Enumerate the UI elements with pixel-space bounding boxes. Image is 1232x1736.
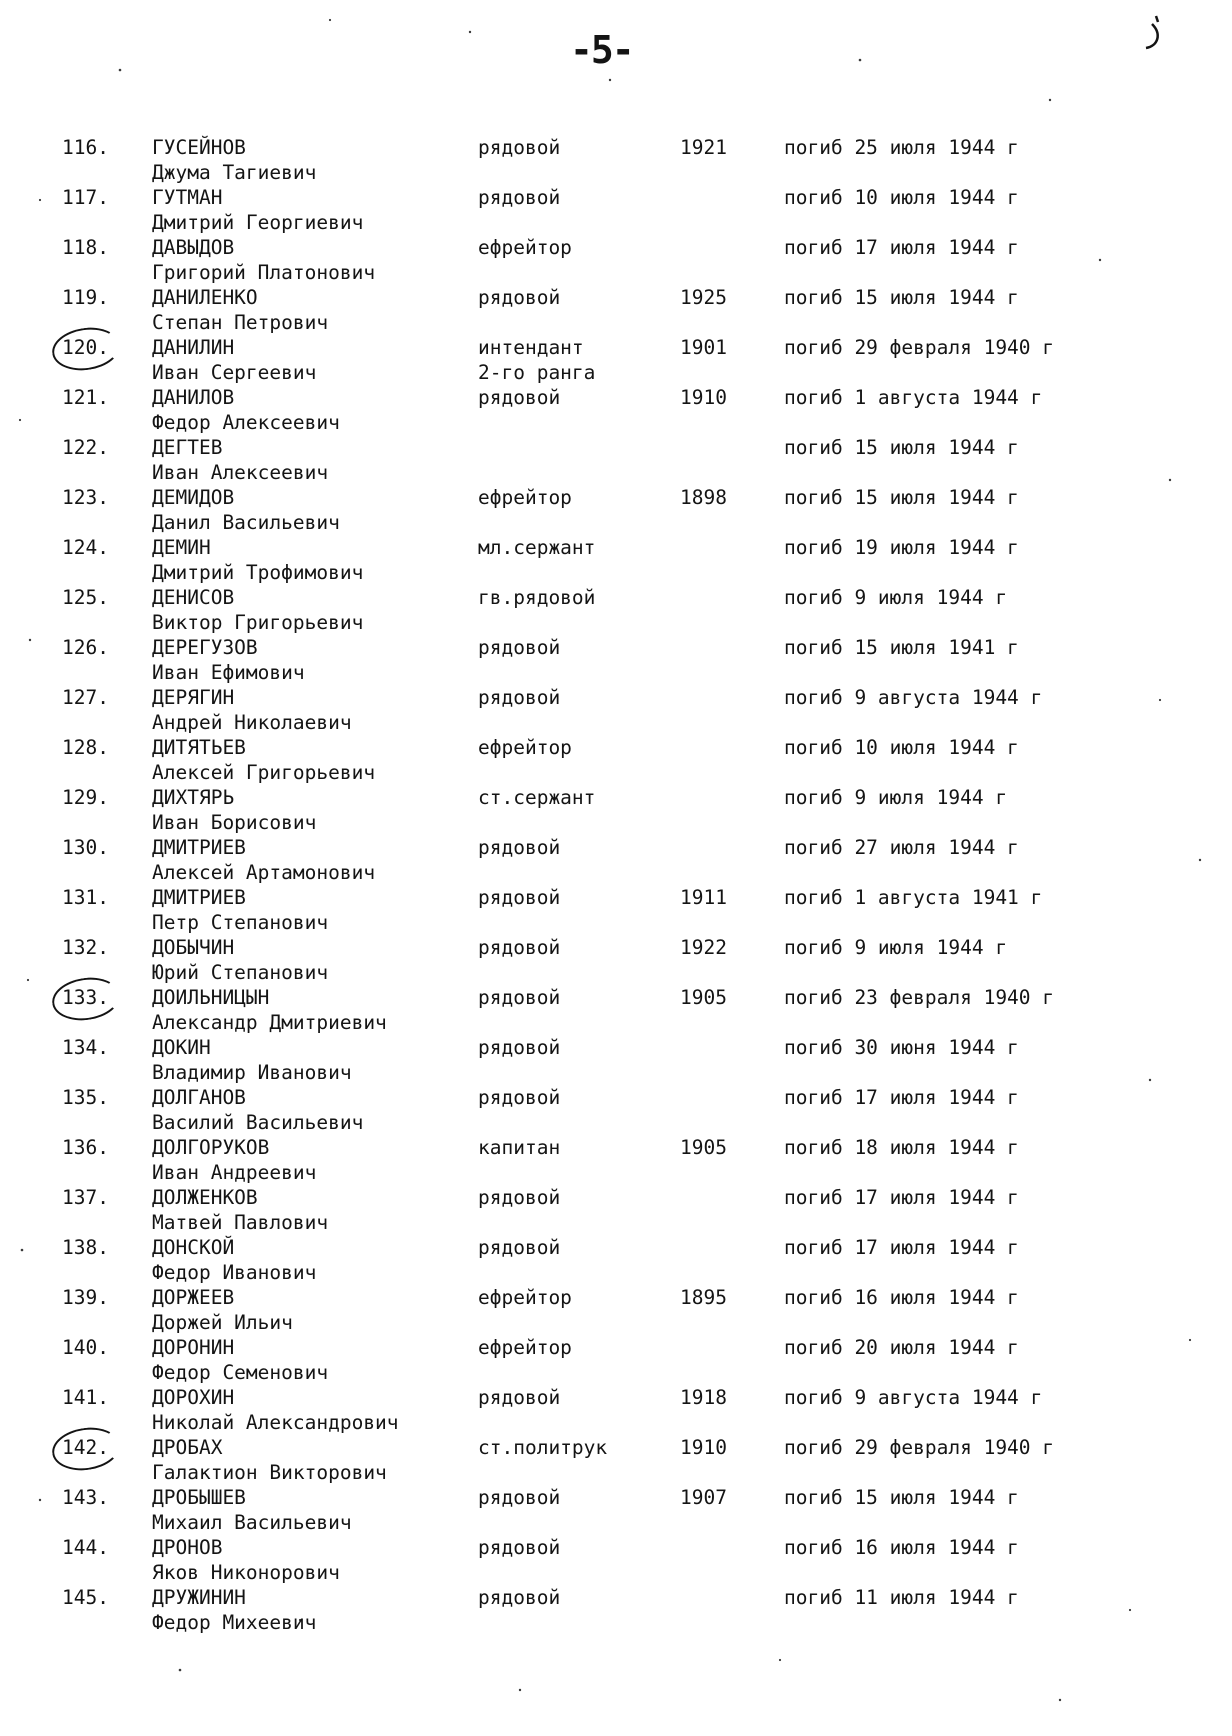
entry-surname: ГУСЕЙНОВ [152,136,246,159]
entry-birth-year: 1910 [680,1436,727,1459]
entry-fate: погиб 27 июля 1944 г [784,836,1019,859]
entry-number: 132. [62,936,109,959]
entry-birth-year: 1907 [680,1486,727,1509]
entry-surname: ДОРОНИН [152,1336,235,1359]
list-item [0,685,1232,735]
entry-surname: ДИТЯТЬЕВ [152,736,246,759]
entry-fate: погиб 23 февраля 1940 г [784,986,1055,1009]
entry-rank: рядовой [478,1536,561,1559]
entry-surname: ДАНИЛИН [152,336,235,359]
entry-rank: рядовой [478,1036,561,1059]
entry-surname: ДОРОХИН [152,1386,235,1409]
entry-fate: погиб 15 июля 1944 г [784,486,1019,509]
entry-given-name: Андрей Николаевич [152,711,352,734]
entry-fate: погиб 16 июля 1944 г [784,1286,1019,1309]
list-item [0,135,1232,185]
entry-fate: погиб 17 июля 1944 г [784,236,1019,259]
list-item [0,935,1232,985]
entry-number: 135. [62,1086,109,1109]
list-item [0,235,1232,285]
entry-number: 143. [62,1486,109,1509]
entry-birth-year: 1901 [680,336,727,359]
entry-rank: ефрейтор [478,1336,572,1359]
entry-number: 142. [62,1436,109,1459]
entry-given-name: Василий Васильевич [152,1111,364,1134]
entry-rank: рядовой [478,636,561,659]
entry-birth-year: 1921 [680,136,727,159]
entry-given-name: Григорий Платонович [152,261,376,284]
entry-number: 129. [62,786,109,809]
entry-given-name: Дмитрий Трофимович [152,561,364,584]
entry-rank: гв.рядовой [478,586,596,609]
entry-rank: рядовой [478,286,561,309]
entry-number: 131. [62,886,109,909]
entry-birth-year: 1911 [680,886,727,909]
entry-surname: ДРОНОВ [152,1536,223,1559]
entry-rank: рядовой [478,1486,561,1509]
list-item [0,1435,1232,1485]
entry-rank: рядовой [478,686,561,709]
entry-number: 125. [62,586,109,609]
list-item [0,1485,1232,1535]
entry-surname: ДЕГТЕВ [152,436,223,459]
entry-given-name: Данил Васильевич [152,511,340,534]
list-item [0,735,1232,785]
entry-fate: погиб 25 июля 1944 г [784,136,1019,159]
entry-fate: погиб 10 июля 1944 г [784,736,1019,759]
entry-given-name: Степан Петрович [152,311,329,334]
entry-fate: погиб 10 июля 1944 г [784,186,1019,209]
entry-birth-year: 1925 [680,286,727,309]
entry-given-name: Матвей Павлович [152,1211,329,1234]
entry-given-name: Владимир Иванович [152,1061,352,1084]
entry-surname: ДОЛГАНОВ [152,1086,246,1109]
entry-fate: погиб 17 июля 1944 г [784,1236,1019,1259]
entry-rank: рядовой [478,386,561,409]
list-item [0,1285,1232,1335]
list-item [0,485,1232,535]
entry-fate: погиб 29 февраля 1940 г [784,336,1055,359]
entry-rank: интендант [478,336,584,359]
entry-surname: ДАНИЛОВ [152,386,235,409]
entry-rank: рядовой [478,936,561,959]
entry-given-name: Галактион Викторович [152,1461,387,1484]
entry-given-name: Иван Борисович [152,811,317,834]
entry-fate: погиб 29 февраля 1940 г [784,1436,1055,1459]
entry-fate: погиб 11 июля 1944 г [784,1586,1019,1609]
list-item [0,985,1232,1035]
entry-number: 136. [62,1136,109,1159]
entry-given-name: Алексей Артамонович [152,861,376,884]
list-item [0,385,1232,435]
entry-number: 127. [62,686,109,709]
list-item [0,285,1232,335]
list-item [0,1385,1232,1435]
entry-fate: погиб 17 июля 1944 г [784,1086,1019,1109]
entry-number: 130. [62,836,109,859]
entry-rank: мл.сержант [478,536,596,559]
entry-given-name: Петр Степанович [152,911,329,934]
list-item [0,835,1232,885]
list-item [0,1585,1232,1635]
entry-fate: погиб 20 июля 1944 г [784,1336,1019,1359]
entry-surname: ДИХТЯРЬ [152,786,235,809]
entry-given-name: Иван Андреевич [152,1161,317,1184]
entry-birth-year: 1905 [680,986,727,1009]
entry-surname: ДРОБАХ [152,1436,223,1459]
entry-rank: рядовой [478,886,561,909]
entry-number: 124. [62,536,109,559]
entry-number: 134. [62,1036,109,1059]
entry-fate: погиб 17 июля 1944 г [784,1186,1019,1209]
page-number: -5- [570,28,633,72]
entry-fate: погиб 19 июля 1944 г [784,536,1019,559]
entry-number: 141. [62,1386,109,1409]
entry-fate: погиб 15 июля 1944 г [784,1486,1019,1509]
entry-rank: рядовой [478,136,561,159]
entry-rank: ефрейтор [478,486,572,509]
entry-given-name: Николай Александрович [152,1411,399,1434]
entry-surname: ДМИТРИЕВ [152,836,246,859]
entry-rank: рядовой [478,186,561,209]
entry-given-name: Федор Алексеевич [152,411,340,434]
list-item [0,1335,1232,1385]
entry-given-name: Иван Алексеевич [152,461,329,484]
entry-rank: рядовой [478,1386,561,1409]
entry-number: 128. [62,736,109,759]
entry-fate: погиб 16 июля 1944 г [784,1536,1019,1559]
entry-given-name: Михаил Васильевич [152,1511,352,1534]
list-item [0,1235,1232,1285]
entry-fate: погиб 15 июля 1941 г [784,636,1019,659]
entry-surname: ДОБЫЧИН [152,936,235,959]
entry-rank: ст.сержант [478,786,596,809]
entry-given-name: Виктор Григорьевич [152,611,364,634]
entry-given-name: Александр Дмитриевич [152,1011,387,1034]
list-item [0,1085,1232,1135]
list-item [0,335,1232,385]
entry-given-name: Федор Семенович [152,1361,329,1384]
entry-given-name: Иван Ефимович [152,661,305,684]
entry-rank: рядовой [478,836,561,859]
entry-rank: рядовой [478,1586,561,1609]
entry-given-name: Яков Никонорович [152,1561,340,1584]
entry-surname: ДРУЖИНИН [152,1586,246,1609]
roster-list [0,135,1232,1635]
entry-surname: ДАНИЛЕНКО [152,286,258,309]
list-item [0,585,1232,635]
entry-number: 133. [62,986,109,1009]
entry-rank: рядовой [478,1086,561,1109]
entry-fate: погиб 1 августа 1941 г [784,886,1043,909]
entry-surname: ДОНСКОЙ [152,1236,235,1259]
entry-number: 140. [62,1336,109,1359]
entry-fate: погиб 9 июля 1944 г [784,936,1008,959]
entry-surname: ДРОБЫШЕВ [152,1486,246,1509]
entry-surname: ДОКИН [152,1036,211,1059]
entry-surname: ДОЛГОРУКОВ [152,1136,270,1159]
list-item [0,785,1232,835]
entry-birth-year: 1918 [680,1386,727,1409]
entry-surname: ДОРЖЕЕВ [152,1286,235,1309]
list-item [0,535,1232,585]
entry-number: 120. [62,336,109,359]
entry-number: 145. [62,1586,109,1609]
list-item [0,185,1232,235]
entry-rank: капитан [478,1136,561,1159]
entry-number: 118. [62,236,109,259]
list-item [0,635,1232,685]
list-item [0,435,1232,485]
entry-fate: погиб 9 августа 1944 г [784,1386,1043,1409]
entry-number: 139. [62,1286,109,1309]
entry-given-name: Алексей Григорьевич [152,761,376,784]
entry-birth-year: 1905 [680,1136,727,1159]
entry-given-name: Дмитрий Георгиевич [152,211,364,234]
entry-fate: погиб 30 июня 1944 г [784,1036,1019,1059]
entry-given-name: Джума Тагиевич [152,161,317,184]
entry-given-name: Иван Сергеевич [152,361,317,384]
entry-number: 144. [62,1536,109,1559]
entry-rank: ефрейтор [478,236,572,259]
entry-rank: ефрейтор [478,736,572,759]
entry-number: 122. [62,436,109,459]
entry-rank: ст.политрук [478,1436,608,1459]
list-item [0,1135,1232,1185]
entry-fate: погиб 15 июля 1944 г [784,436,1019,459]
entry-number: 123. [62,486,109,509]
entry-surname: ДОЛЖЕНКОВ [152,1186,258,1209]
entry-rank: рядовой [478,1186,561,1209]
entry-rank: ефрейтор [478,1286,572,1309]
entry-given-name: Юрий Степанович [152,961,329,984]
entry-rank: рядовой [478,986,561,1009]
entry-surname: ДЕНИСОВ [152,586,235,609]
entry-fate: погиб 9 июля 1944 г [784,786,1008,809]
entry-surname: ДАВЫДОВ [152,236,235,259]
entry-birth-year: 1898 [680,486,727,509]
entry-birth-year: 1895 [680,1286,727,1309]
entry-fate: погиб 9 августа 1944 г [784,686,1043,709]
entry-surname: ДОИЛЬНИЦЫН [152,986,270,1009]
entry-number: 126. [62,636,109,659]
entry-surname: ДЕРЯГИН [152,686,235,709]
entry-fate: погиб 9 июля 1944 г [784,586,1008,609]
entry-surname: ДМИТРИЕВ [152,886,246,909]
entry-surname: ГУТМАН [152,186,223,209]
entry-given-name: Федор Михеевич [152,1611,317,1634]
entry-birth-year: 1922 [680,936,727,959]
list-item [0,885,1232,935]
entry-surname: ДЕРЕГУЗОВ [152,636,258,659]
entry-number: 119. [62,286,109,309]
entry-fate: погиб 1 августа 1944 г [784,386,1043,409]
entry-rank: рядовой [478,1236,561,1259]
entry-number: 121. [62,386,109,409]
list-item [0,1535,1232,1585]
entry-given-name: Федор Иванович [152,1261,317,1284]
entry-number: 116. [62,136,109,159]
entry-number: 117. [62,186,109,209]
entry-surname: ДЕМИДОВ [152,486,235,509]
entry-given-name: Доржей Ильич [152,1311,293,1334]
entry-surname: ДЕМИН [152,536,211,559]
list-item [0,1185,1232,1235]
entry-number: 138. [62,1236,109,1259]
entry-fate: погиб 15 июля 1944 г [784,286,1019,309]
entry-birth-year: 1910 [680,386,727,409]
entry-fate: погиб 18 июля 1944 г [784,1136,1019,1159]
entry-number: 137. [62,1186,109,1209]
list-item [0,1035,1232,1085]
entry-rank-line2: 2-го ранга [478,361,596,384]
